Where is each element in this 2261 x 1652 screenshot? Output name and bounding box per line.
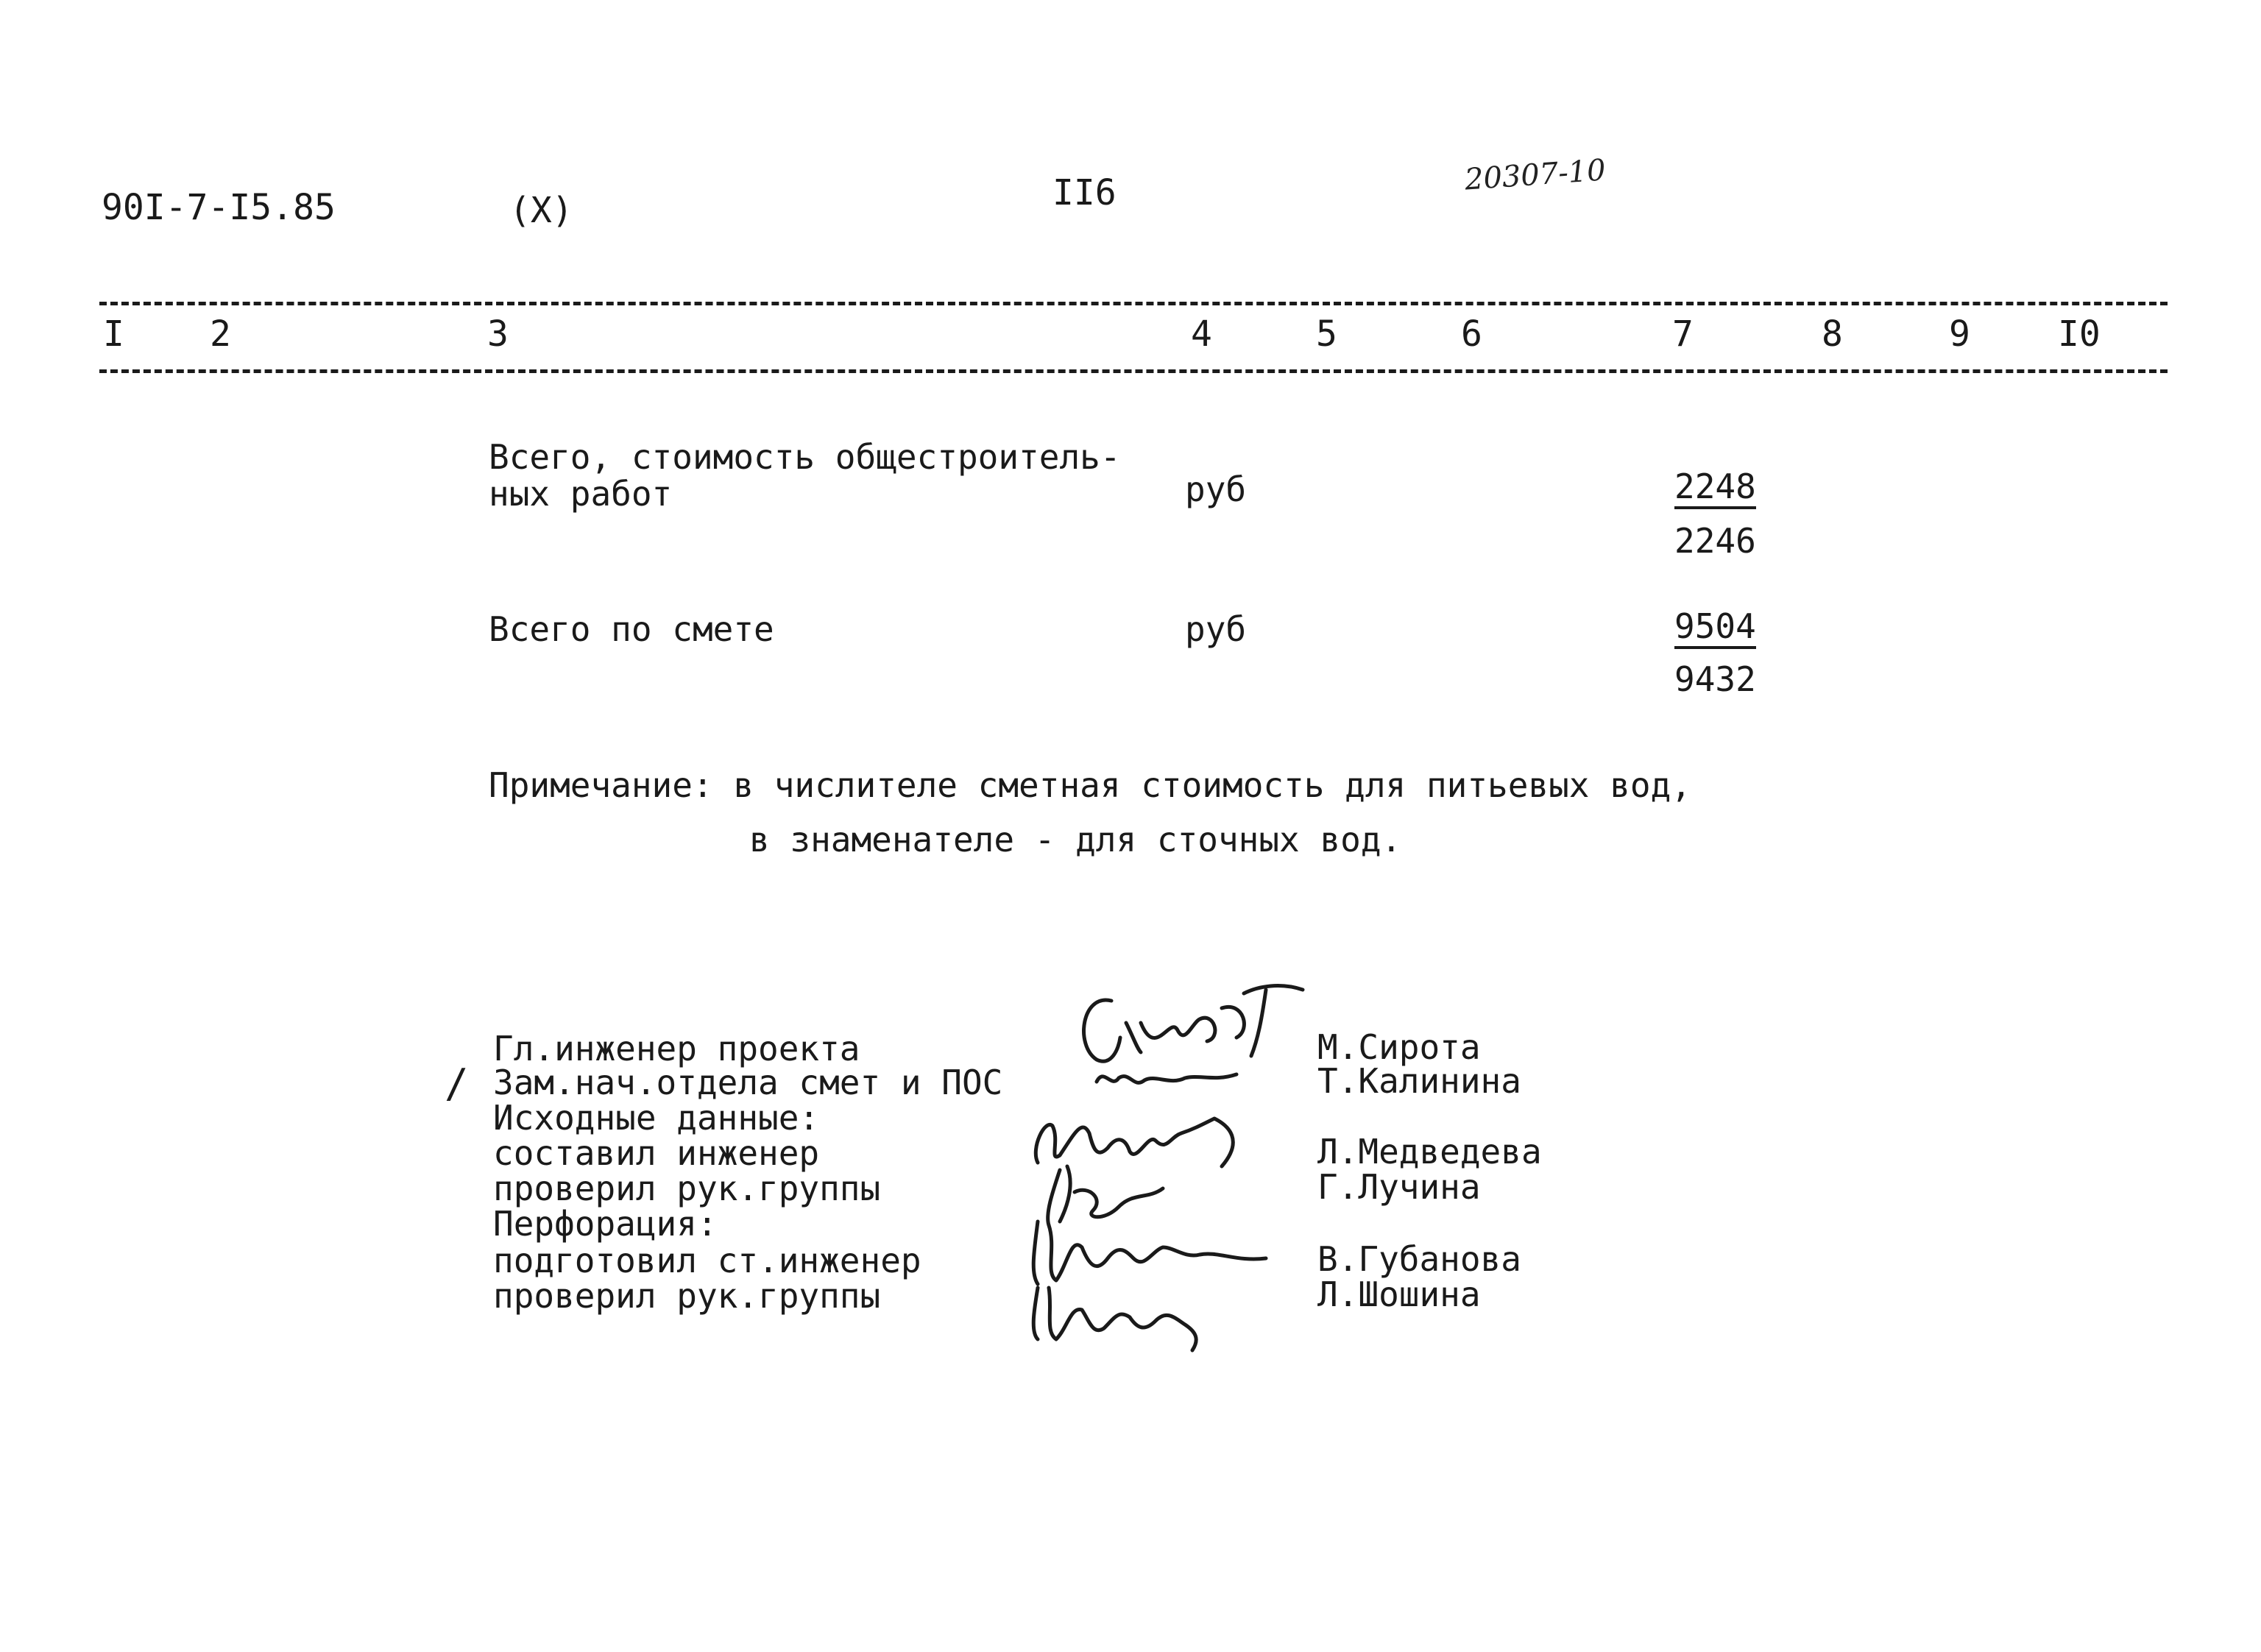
role-label: составил инженер (493, 1133, 820, 1173)
column-number: I (103, 313, 124, 355)
column-number: 5 (1316, 313, 1337, 355)
header-bottom-rule (99, 369, 2168, 373)
column-number: 3 (487, 313, 509, 355)
signature-shoshina (1016, 1266, 1236, 1354)
row-name-line: Всего по смете (489, 609, 774, 649)
role-label: подготовил ст.инженер (493, 1241, 921, 1280)
column-number: 6 (1461, 313, 1482, 355)
handwritten-reference: 20307-10 (1463, 153, 1607, 197)
role-label: Перфорация: (493, 1204, 718, 1244)
signer-name: М.Сирота (1317, 1027, 1481, 1067)
row-denominator: 9432 (1674, 659, 1756, 699)
role-label: Гл.инженер проекта (493, 1029, 860, 1068)
column-number: 4 (1191, 313, 1212, 355)
signer-name: В.Губанова (1317, 1239, 1521, 1279)
row-denominator: 2246 (1674, 521, 1756, 561)
signer-name: Г.Лучина (1317, 1167, 1481, 1207)
role-label: проверил рук.группы (493, 1276, 881, 1316)
signature-kalinina (1089, 1060, 1251, 1096)
column-number: 8 (1822, 313, 1843, 355)
row-unit: руб (1185, 469, 1247, 509)
role-label: Исходные данные: (493, 1098, 820, 1138)
column-number: 2 (210, 313, 231, 355)
role-label: проверил рук.группы (493, 1169, 881, 1208)
row-numerator: 9504 (1674, 609, 1756, 649)
margin-mark: / (445, 1060, 469, 1107)
note-line: в знаменателе - для сточных вод. (749, 820, 1402, 859)
row-numerator: 2248 (1674, 469, 1756, 509)
note-line: Примечание: в числителе сметная стоимость для питьевых вод, (489, 765, 1691, 805)
variant-mark: (X) (509, 190, 573, 231)
signer-name: Л.Шошина (1317, 1275, 1481, 1314)
row-name-line: Всего, стоимость общестроитель- (489, 437, 1121, 477)
column-number: I0 (2058, 313, 2101, 355)
document-code: 90I-7-I5.85 (102, 187, 336, 228)
signer-name: Т.Калинина (1317, 1061, 1521, 1101)
role-label: Зам.нач.отдела смет и ПОС (493, 1063, 1003, 1102)
row-unit: руб (1185, 609, 1247, 649)
column-number: 7 (1672, 313, 1694, 355)
signer-name: Л.Медведева (1317, 1132, 1542, 1171)
column-number: 9 (1949, 313, 1970, 355)
header-top-rule (99, 302, 2168, 305)
page-number: II6 (1052, 172, 1117, 213)
row-name-line: ных работ (489, 474, 673, 514)
